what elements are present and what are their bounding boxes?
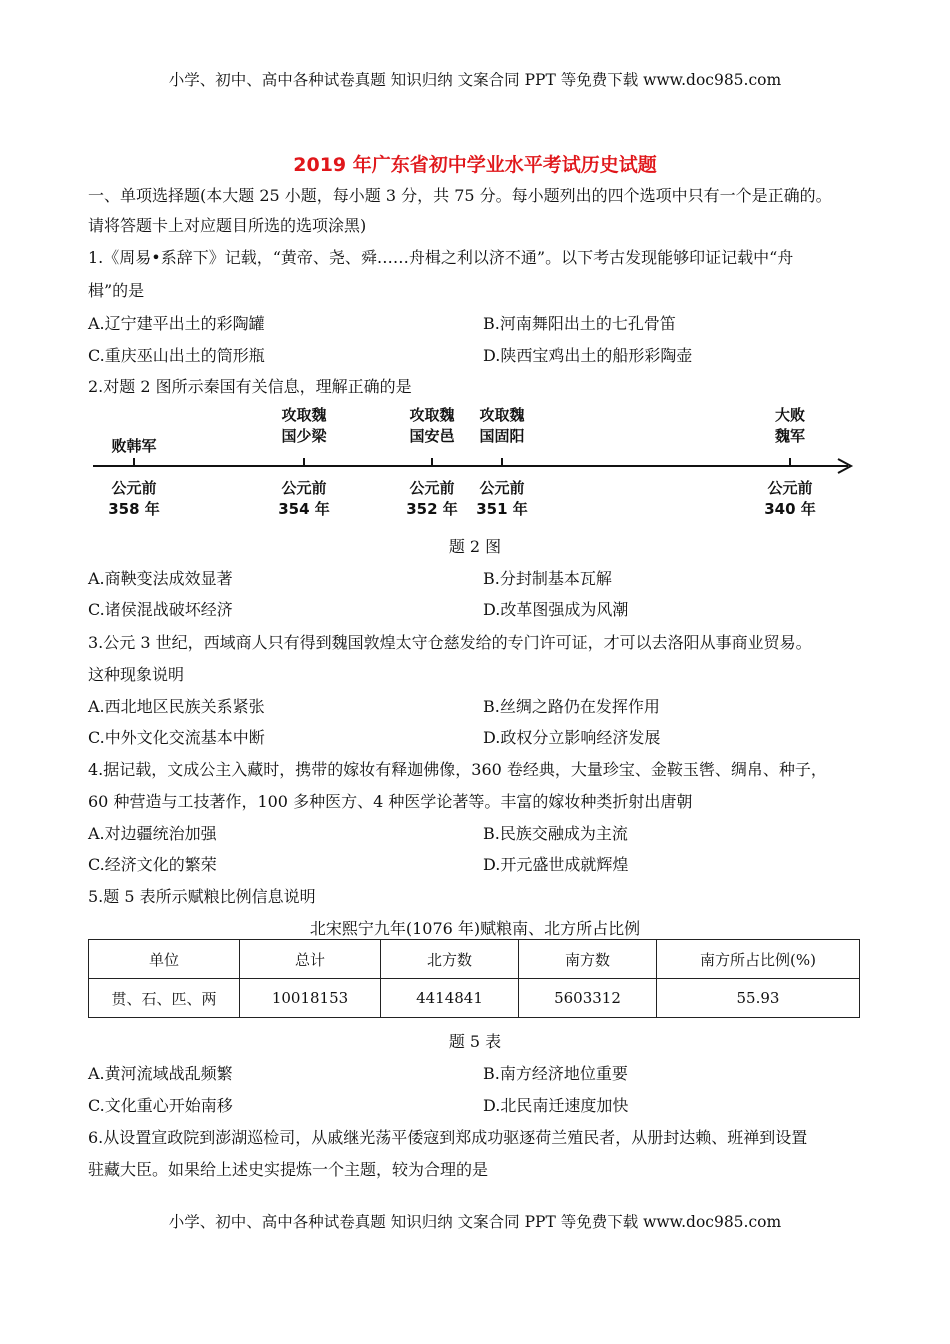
q5-option-c: C.文化重心开始南移 — [88, 1096, 233, 1115]
timeline-date-line2: 340 年 — [764, 500, 816, 518]
table-cell: 贯、石、匹、两 — [89, 979, 240, 1018]
timeline-event-line2: 国安邑 — [409, 427, 455, 445]
timeline-date-line2: 358 年 — [108, 500, 160, 518]
q4-option-d: D.开元盛世成就辉煌 — [483, 855, 629, 874]
q4-stem-line1: 4.据记载，文成公主入藏时，携带的嫁妆有释迦佛像，360 卷经典，大量珍宝、金鞍玉辔、绸帛、种子， — [88, 760, 827, 779]
timeline-date-label — [730, 478, 850, 520]
timeline-event-line2: 魏军 — [774, 427, 805, 445]
table-header-cell: 北方数 — [381, 940, 519, 979]
q1-option-d: D.陕西宝鸡出土的船形彩陶壶 — [483, 346, 693, 365]
q1-option-a: A.辽宁建平出土的彩陶罐 — [88, 314, 265, 333]
table-header-cell: 南方所占比例(%) — [657, 940, 860, 979]
q3-option-a: A.西北地区民族关系紧张 — [88, 697, 265, 716]
timeline-event-label — [244, 405, 364, 447]
timeline-event-line1: 攻取魏 — [281, 406, 327, 424]
section-instruction-line1: 一、单项选择题(本大题 25 小题，每小题 3 分，共 75 分。每小题列出的四个选项中只有一个是正确的。 — [88, 186, 832, 205]
timeline-event-line1: 攻取魏 — [409, 406, 455, 424]
q4-option-a: A.对边疆统治加强 — [88, 824, 217, 843]
q4-stem-line2: 60 种营造与工技著作，100 多种医方、4 种医学论著等。丰富的嫁妆种类折射出唐朝 — [88, 792, 693, 811]
q4-option-c: C.经济文化的繁荣 — [88, 855, 217, 874]
q1-option-c: C.重庆巫山出土的筒形瓶 — [88, 346, 265, 365]
q5-option-a: A.黄河流域战乱频繁 — [88, 1064, 233, 1083]
q2-option-a: A.商鞅变法成效显著 — [88, 569, 233, 588]
q6-stem-line1: 6.从设置宣政院到澎湖巡检司，从戚继光荡平倭寇到郑成功驱逐荷兰殖民者，从册封达赖、班禅到设置 — [88, 1128, 808, 1147]
q5-stem: 5.题 5 表所示赋粮比例信息说明 — [88, 887, 316, 906]
header-banner: 小学、初中、高中各种试卷真题 知识归纳 文案合同 PPT 等免费下载 www.doc985.com — [168, 71, 782, 89]
table-cell: 55.93 — [657, 979, 860, 1018]
q3-stem-line1: 3.公元 3 世纪，西域商人只有得到魏国敦煌太守仓慈发给的专门许可证，才可以去洛阳从事商业贸易。 — [88, 633, 812, 652]
timeline-event-line1: 攻取魏 — [479, 406, 525, 424]
q5-option-d: D.北民南迁速度加快 — [483, 1096, 629, 1115]
timeline-date-line2: 354 年 — [278, 500, 330, 518]
q2-option-c: C.诸侯混战破坏经济 — [88, 600, 233, 619]
section-instruction-line2: 请将答题卡上对应题目所选的选项涂黑) — [88, 216, 367, 235]
footer-banner: 小学、初中、高中各种试卷真题 知识归纳 文案合同 PPT 等免费下载 www.doc985.com — [168, 1213, 782, 1231]
q2-option-b: B.分封制基本瓦解 — [483, 569, 612, 588]
q1-option-b: B.河南舞阳出土的七孔骨笛 — [483, 314, 676, 333]
grain-tax-table — [88, 939, 860, 1018]
q3-stem-line2: 这种现象说明 — [88, 665, 185, 684]
q1-stem-line2: 楫”的是 — [88, 281, 145, 300]
table-cell: 5603312 — [519, 979, 657, 1018]
q3-option-c: C.中外文化交流基本中断 — [88, 728, 265, 747]
timeline-date-line2: 352 年 — [406, 500, 458, 518]
timeline-date-label — [244, 478, 364, 520]
q3-option-b: B.丝绸之路仍在发挥作用 — [483, 697, 660, 716]
table-header-row — [89, 940, 860, 979]
q4-option-b: B.民族交融成为主流 — [483, 824, 628, 843]
timeline-date-label — [74, 478, 194, 520]
q3-option-d: D.政权分立影响经济发展 — [483, 728, 661, 747]
timeline-date-line2: 351 年 — [476, 500, 528, 518]
timeline-event-line1: 大败 — [774, 406, 805, 424]
q2-option-d: D.改革图强成为风潮 — [483, 600, 629, 619]
timeline-date-line1: 公元前 — [281, 479, 327, 497]
timeline-date-label — [442, 478, 562, 520]
timeline-date-line1: 公元前 — [409, 479, 455, 497]
timeline-event-label — [730, 405, 850, 447]
q1-stem-line1: 1.《周易•系辞下》记载，“黄帝、尧、舜……舟楫之利以济不通”。以下考古发现能够印证记载中“舟 — [88, 248, 794, 267]
page-title: 2019 年广东省初中学业水平考试历史试题 — [293, 154, 657, 176]
timeline-date-line1: 公元前 — [767, 479, 813, 497]
figure-caption: 题 2 图 — [448, 537, 502, 556]
q5-option-b: B.南方经济地位重要 — [483, 1064, 628, 1083]
table-caption: 题 5 表 — [448, 1032, 502, 1051]
timeline-event-line2: 国固阳 — [479, 427, 525, 445]
q6-stem-line2: 驻藏大臣。如果给上述史实提炼一个主题，较为合理的是 — [88, 1160, 489, 1179]
timeline-event-line2: 国少梁 — [281, 427, 327, 445]
table-cell: 10018153 — [240, 979, 381, 1018]
timeline-event-label: 败韩军 — [111, 437, 157, 455]
timeline-event-label — [442, 405, 562, 447]
table-header-cell: 单位 — [89, 940, 240, 979]
table-title: 北宋熙宁九年(1076 年)赋粮南、北方所占比例 — [309, 919, 641, 938]
timeline-date-line1: 公元前 — [479, 479, 525, 497]
table-header-cell: 总计 — [240, 940, 381, 979]
timeline-date-line1: 公元前 — [111, 479, 157, 497]
q2-stem: 2.对题 2 图所示秦国有关信息，理解正确的是 — [88, 377, 412, 396]
table-row — [89, 979, 860, 1018]
table-header-cell: 南方数 — [519, 940, 657, 979]
table-cell: 4414841 — [381, 979, 519, 1018]
